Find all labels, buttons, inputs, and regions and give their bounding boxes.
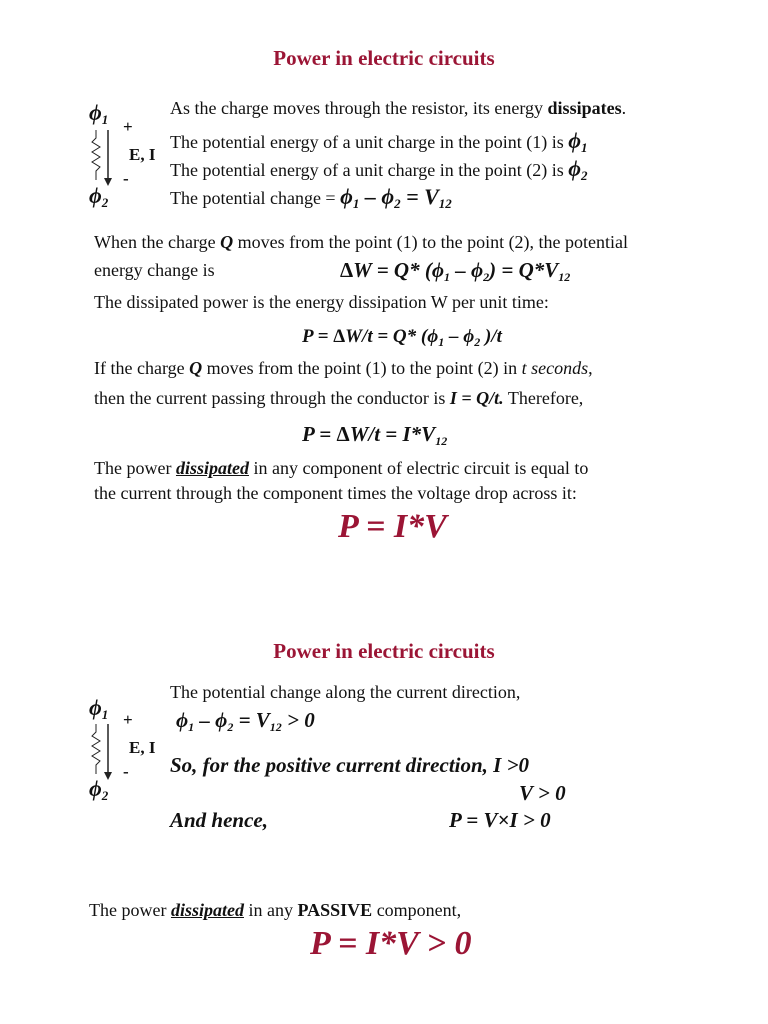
line-dissipates: As the charge moves through the resistor, its energy dissipates. (170, 98, 627, 118)
equation-delta-w: ΔW = Q* $(\phi_1 - \phi_2) = Q*V_{12}$ (340, 258, 571, 284)
resistor-arrow-icon (86, 128, 122, 190)
para-t-seconds: If the charge Q moves from the point (1) to the point (2) in t seconds, (94, 358, 593, 378)
line-potential-direction: The potential change along the current direction, (170, 682, 521, 702)
minus-sign: - (123, 762, 129, 781)
line-phi2: The potential energy of a unit charge in the point (2) is $\phi_2$ (170, 156, 588, 183)
para-charge-moves: When the charge Q moves from the point (1) to the point (2), the potential (94, 232, 629, 252)
plus-sign: + (123, 117, 133, 136)
ei-label: E, I (129, 738, 156, 757)
para-dissipated-power: The dissipated power is the energy dissipation W per unit time: (94, 292, 549, 312)
line-and-hence: And hence, (170, 808, 269, 832)
section1-title: Power in electric circuits (273, 46, 495, 70)
para-passive: The power dissipated in any PASSIVE component, (89, 900, 462, 920)
equation-power-2: $P = \Delta W/t = I*V_{12}$ (302, 422, 448, 448)
line-positive-current: So, for the positive current direction, I >0 (170, 753, 530, 777)
equation-power-1: P = ΔW/t = Q* ($\phi_1 - \phi_2$ )/t (302, 326, 502, 349)
section2-title: Power in electric circuits (273, 639, 495, 663)
ei-label: E, I (129, 145, 156, 164)
para-energy-change: energy change is (94, 260, 215, 280)
final-equation-2: P = I*V > 0 (310, 925, 472, 962)
equation-v12-positive: $\phi_1 - \phi_2 = V_{12} > 0$ (176, 708, 315, 734)
para-current: then the current passing through the conductor is I = Q/t. Therefore, (94, 388, 584, 408)
resistor-arrow-icon (86, 722, 122, 784)
equation-p-positive: P = V×I > 0 (449, 808, 551, 832)
final-equation-1: P = I*V (338, 508, 447, 545)
phi2-label: $\phi_2$ (89, 776, 109, 803)
plus-sign: + (123, 710, 133, 729)
minus-sign: - (123, 169, 129, 188)
phi1-label: $\phi_1$ (89, 695, 109, 722)
para-power-dissipated: The power dissipated in any component of electric circuit is equal to (94, 458, 589, 478)
para-current-times-voltage: the current through the component times the voltage drop across it: (94, 483, 577, 503)
line-phi1: The potential energy of a unit charge in the point (1) is $\phi_1$ (170, 128, 588, 155)
phi2-label: $\phi_2$ (89, 183, 109, 210)
line-potential-change: The potential change = $\phi_1 - \phi_2 = V_{12}$ (170, 184, 452, 211)
line-v-positive: V > 0 (519, 781, 566, 805)
phi1-label: $\phi_1$ (89, 100, 109, 127)
